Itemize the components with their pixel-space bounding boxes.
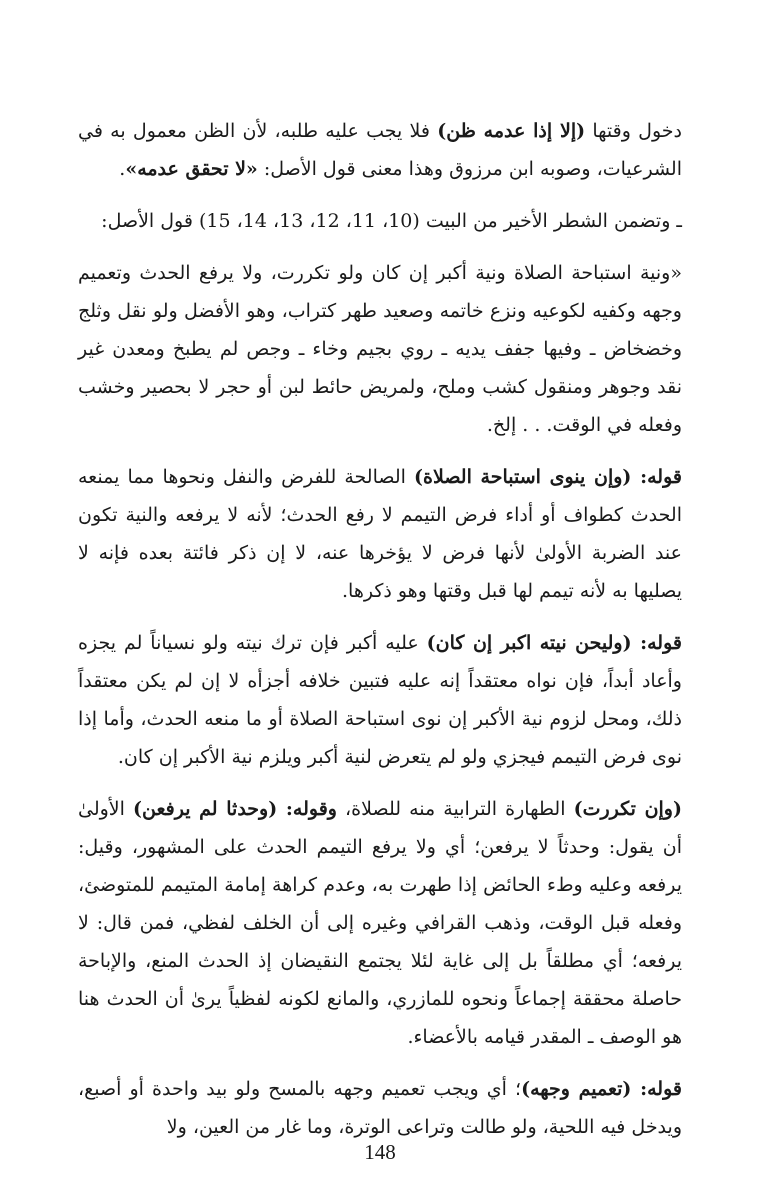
paragraph bbox=[78, 790, 682, 1056]
text-segment: «ونية استباحة الصلاة ونية أكبر إن كان ولو تكررت، ولا يرفع الحدث وتعميم وجهه وكفيه لكوعيه ونزع خاتمه وصعيد طهر كتراب، وهو الأفضل ولو نقل وثلج وخضخاض ـ وفيها جفف يديه ـ روي بجيم وخاء ـ وجص لم يطبخ ومعدن غير نقد وجوهر ومنقول كشب وملح، ولمريض حائط لبن أو حجر لا بحصير وخشب وفعله في الوقت. . . إلخ. bbox=[78, 262, 682, 436]
text-segment: ـ وتضمن الشطر الأخير من البيت (10، 11، 12، 13، 14، 15) قول الأصل: bbox=[101, 210, 682, 232]
text-segment: عليه أكبر فإن ترك نيته ولو نسياناً لم يجزه وأعاد أبداً، فإن نواه معتقداً إنه عليه فتبين خلافه أجزأه لا إن لم يكن معتقداً ذلك، ومحل لزوم نية الأكبر إن نوى استباحة الصلاة أو ما منعه الحدث، وأما إذا نوى فرض التيمم فيجزي ولو لم يتعرض لنية أكبر ويلزم نية الأكبر إن كان. bbox=[78, 632, 682, 768]
paragraph bbox=[78, 112, 682, 188]
text-segment: ؛ أي ويجب تعميم وجهه بالمسح ولو بيد واحدة أو أصبع، ويدخل فيه اللحية، ولو طالت وتراعى الوترة، وما غار من العين، ولا bbox=[78, 1078, 682, 1138]
text-segment: دخول وقتها bbox=[585, 120, 683, 142]
page-number: 148 bbox=[364, 1140, 396, 1164]
page-body bbox=[78, 112, 682, 1146]
bold-text-segment: (وإن ينوى استباحة الصلاة) bbox=[414, 466, 632, 488]
bold-text-segment: (وحدثا لم يرفعن) bbox=[133, 798, 278, 820]
paragraph bbox=[78, 624, 682, 776]
text-segment: الصالحة للفرض والنفل ونحوها مما يمنعه الحدث كطواف أو أداء فرض التيمم لا رفع الحدث؛ لأنه لا يرفعه والنية تكون عند الضربة الأولىٰ لأنها فرض لا يؤخرها عنه، لا إن ذكر فائتة بعده فإنه لا يصليها به لأنه تيمم لها قبل وقتها وهو ذكرها. bbox=[78, 466, 682, 602]
text-segment: فلا يجب عليه طلبه، لأن الظن معمول به في الشرعيات، وصوبه ابن مرزوق وهذا معنى قول الأصل: bbox=[78, 120, 682, 180]
paragraph bbox=[78, 254, 682, 444]
paragraph bbox=[78, 1070, 682, 1146]
bold-text-segment: (إلا إذا عدمه ظن) bbox=[437, 120, 586, 142]
bold-text-segment: (وليحن نيته اكبر إن كان) bbox=[426, 632, 632, 654]
paragraph bbox=[78, 458, 682, 610]
bold-text-segment: (وإن تكررت) bbox=[573, 798, 682, 820]
bold-text-segment: «لا تحقق عدمه» bbox=[125, 158, 258, 180]
bold-text-segment: قوله: bbox=[631, 1078, 682, 1100]
bold-text-segment: قوله: bbox=[631, 632, 682, 654]
text-segment: الأولىٰ أن يقول: وحدثاً لا يرفعن؛ أي ولا يرفع التيمم الحدث على المشهور، وقيل: يرفعه وعليه وطء الحائض إذا طهرت به، وعدم كراهة إمامة المتيمم للمتوضئ، وفعله قبل الوقت، وذهب القرافي وغيره إلى أن الخلف لفظي، فمن قال: لا يرفعه؛ أي مطلقاً بل إلى غاية لئلا يجتمع النقيضان إذ الحدث المنع، والإباحة حاصلة محققة إجماعاً ونحوه للمازري، والمانع لكونه لفظياً يرىٰ أن الحدث هنا هو الوصف ـ المقدر قيامه بالأعضاء. bbox=[78, 798, 682, 1048]
bold-text-segment: وقوله: bbox=[277, 798, 337, 820]
bold-text-segment: قوله: bbox=[631, 466, 682, 488]
text-segment: الطهارة الترابية منه للصلاة، bbox=[336, 798, 574, 820]
text-segment: . bbox=[119, 158, 126, 180]
paragraph bbox=[78, 202, 682, 240]
bold-text-segment: (تعميم وجهه) bbox=[521, 1078, 632, 1100]
